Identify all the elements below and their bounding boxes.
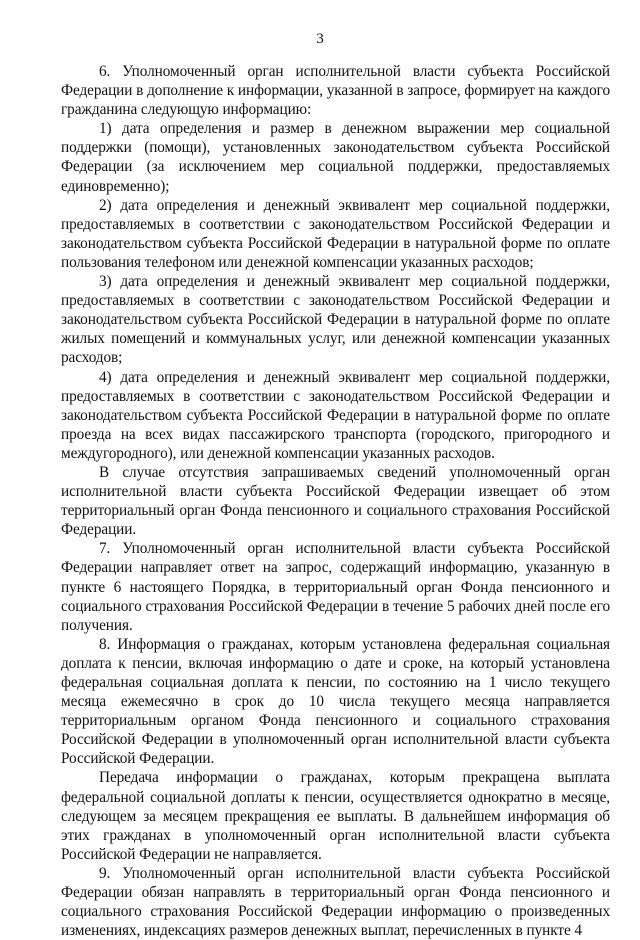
paragraph-item-6: 6. Уполномоченный орган исполнительной власти субъекта Российской Федерации в дополнение к информации, указанной в запросе, формирует на каждого гражданина следующую информацию: [61, 63, 610, 119]
paragraph-subitem-3: 3) дата определения и денежный эквивалент мер социальной поддержки, предоставляемых в соответствии с законодательством Российской Федерации и законодательством субъекта Российской Федерации в натуральной форме по оплате жилых помещений и коммунальных услуг, или денежной компенсации указанных расходов; [61, 273, 610, 367]
page-number: 3 [316, 31, 324, 47]
paragraph-subitem-2: 2) дата определения и денежный эквивалент мер социальной поддержки, предоставляемых в соответствии с законодательством Российской Федерации и законодательством субъекта Российской Федерации в натуральной форме по оплате пользования телефоном или денежной компенсации указанных расходов; [61, 196, 610, 271]
paragraph-item-6-note: В случае отсутствия запрашиваемых сведений уполномоченный орган исполнительной власти субъекта Российской Федерации извещает об этом территориальный орган Фонда пенсионного и социального страхования Российской Федерации. [61, 463, 610, 539]
paragraph-item-8: 8. Информация о гражданах, которым установлена федеральная социальная доплата к пенсии, включая информацию о дате и сроке, на который установлена федеральная социальная доплата к пенсии, по состоянию на 1 число текущего месяца ежемесячно в срок до 10 числа текущего месяца направляется территориальным органом Фонда пенсионного и социального страхования Российской Федерации в уполномоченный орган исполнительной власти субъекта Российской Федерации. [61, 635, 610, 768]
paragraph-subitem-1: 1) дата определения и размер в денежном выражении мер социальной поддержки (помощи), установленных законодательством субъекта Российской Федерации (за исключением мер социальной поддержки, предоставляемых единовременно); [61, 120, 610, 195]
paragraph-item-7: 7. Уполномоченный орган исполнительной власти субъекта Российской Федерации направляет ответ на запрос, содержащий информацию, указанную в пункте 6 настоящего Порядка, в территориальный орган Фонда пенсионного и социального страхования Российской Федерации в течение 5 рабочих дней после его получения. [61, 540, 610, 634]
document-body [61, 62, 610, 940]
paragraph-item-8-continuation: Передача информации о гражданах, которым прекращена выплата федеральной социальной доплаты к пенсии, осуществляется однократно в месяце, следующем за месяцем прекращения ее выплаты. В дальнейшем информация об этих гражданах в уполномоченный орган исполнительной власти субъекта Российской Федерации не направляется. [61, 769, 610, 863]
paragraph-item-9: 9. Уполномоченный орган исполнительной власти субъекта Российской Федерации обязан направлять в территориальный орган Фонда пенсионного и социального страхования Российской Федерации информацию о произведенных изменениях, индексациях размеров денежных выплат, перечисленных в пункте 4 [61, 864, 610, 940]
paragraph-subitem-4: 4) дата определения и денежный эквивалент мер социальной поддержки, предоставляемых в соответствии с законодательством Российской Федерации и законодательством субъекта Российской Федерации в натуральной форме по оплате проезда на всех видах пассажирского транспорта (городского, пригородного и междугородного), или денежной компенсации указанных расходов. [61, 368, 610, 462]
